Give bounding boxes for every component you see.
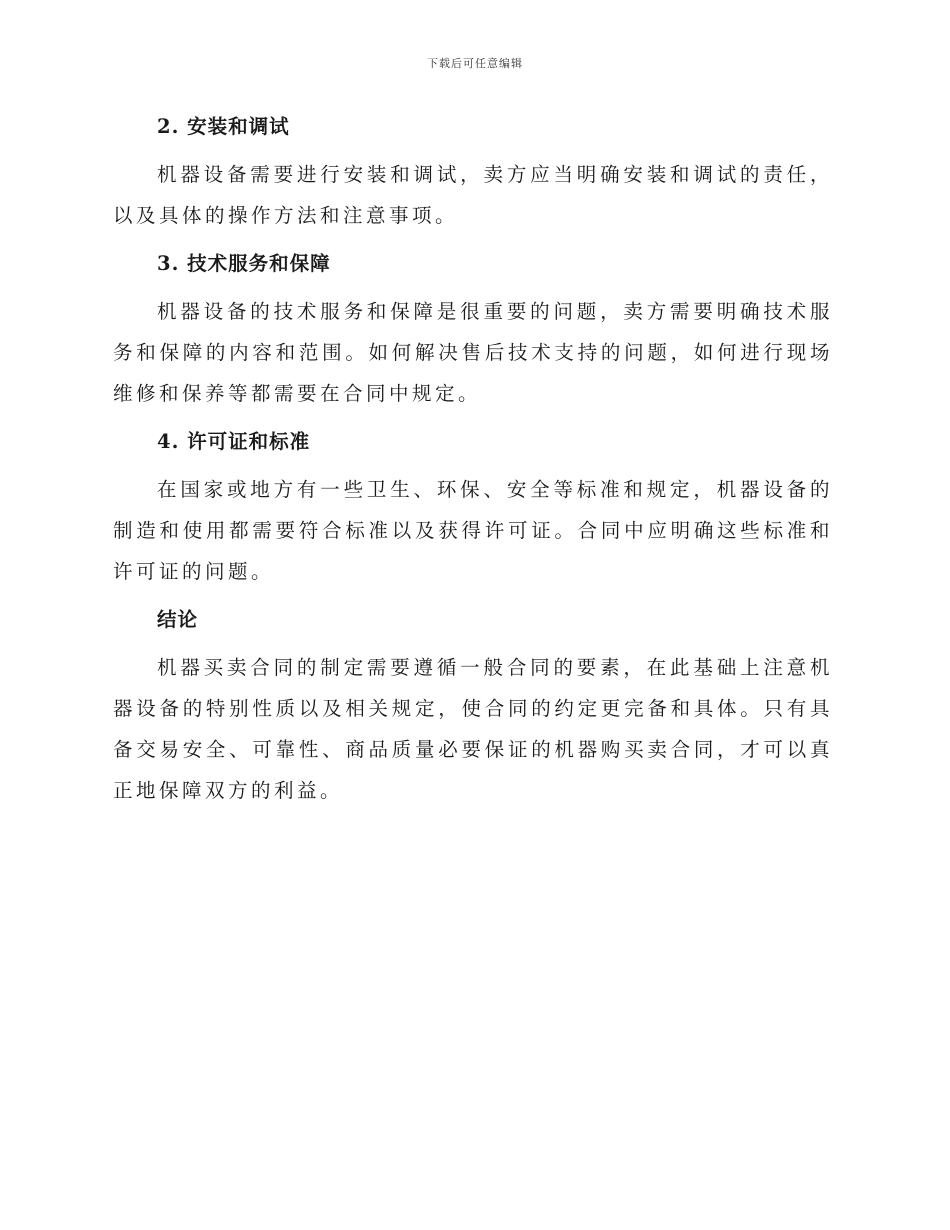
- section-heading-installation: 2. 安装和调试: [157, 115, 290, 138]
- document-body: [113, 110, 833, 811]
- page-header-note: 下载后可任意编辑: [427, 57, 523, 70]
- section-heading-conclusion: 结论: [157, 608, 199, 631]
- section-heading-license: 4. 许可证和标准: [157, 430, 311, 453]
- section-paragraph-installation: 机器设备需要进行安装和调试，卖方应当明确安装和调试的责任，以及具体的操作方法和注意事项。: [113, 163, 833, 227]
- section-heading-tech-service: 3. 技术服务和保障: [157, 252, 331, 275]
- section-paragraph-conclusion: 机器买卖合同的制定需要遵循一般合同的要素，在此基础上注意机器设备的特别性质以及相关规定，使合同的约定更完备和具体。只有具备交易安全、可靠性、商品质量必要保证的机器购买卖合同，才可以真正地保障双方的利益。: [113, 656, 833, 802]
- section-paragraph-license: 在国家或地方有一些卫生、环保、安全等标准和规定，机器设备的制造和使用都需要符合标准以及获得许可证。合同中应明确这些标准和许可证的问题。: [113, 478, 833, 583]
- section-paragraph-tech-service: 机器设备的技术服务和保障是很重要的问题，卖方需要明确技术服务和保障的内容和范围。如何解决售后技术支持的问题，如何进行现场维修和保养等都需要在合同中规定。: [113, 300, 833, 405]
